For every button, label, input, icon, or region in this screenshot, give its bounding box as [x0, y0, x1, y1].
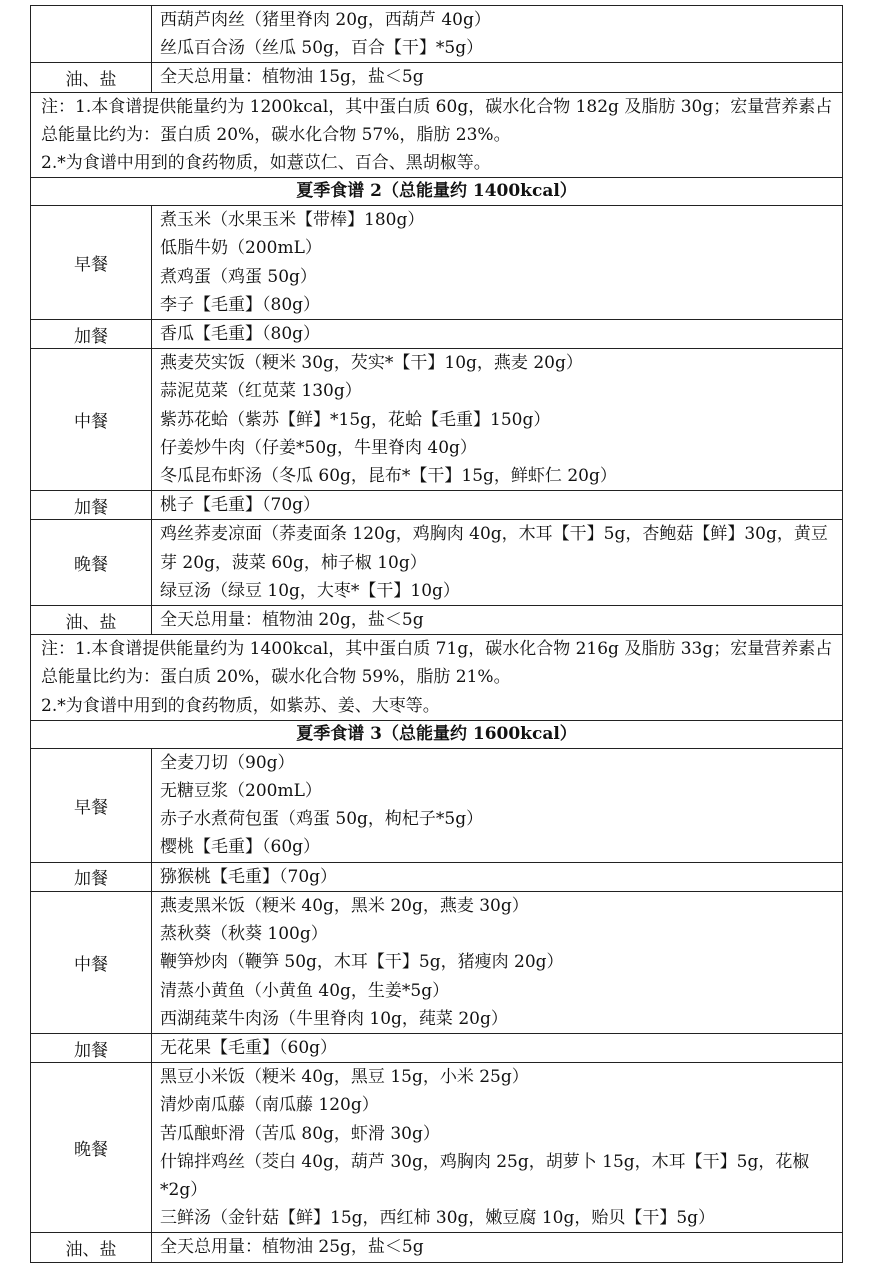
note-cell — [31, 635, 843, 721]
dish-line: 香瓜【毛重】（80g） — [160, 324, 321, 345]
dish-line: 仔姜炒牛肉（仔姜*50g，牛里脊肉 40g） — [160, 437, 477, 458]
meal-cell: 加餐 — [31, 1033, 152, 1062]
dish-line: 紫苏花蛤（紫苏【鲜】*15g，花蛤【毛重】150g） — [160, 409, 551, 430]
dish-line: 鸡丝荞麦凉面（荞麦面条 120g，鸡胸肉 40g，木耳【干】5g，杏鲍菇【鲜】30g，黄豆芽 20g，菠菜 60g，柿子椒 10g） — [160, 524, 828, 573]
meal-cell — [31, 6, 152, 63]
items-cell — [152, 1063, 843, 1233]
dish-line: 蒜泥苋菜（红苋菜 130g） — [160, 381, 362, 402]
meal-cell: 加餐 — [31, 320, 152, 349]
note-row — [31, 92, 843, 178]
table-row — [31, 1033, 843, 1062]
dish-line: 黑豆小米饭（粳米 40g，黑豆 15g，小米 25g） — [160, 1067, 529, 1088]
meal-cell: 加餐 — [31, 862, 152, 891]
dish-line: 燕麦黑米饭（粳米 40g，黑米 20g，燕麦 30g） — [160, 895, 529, 916]
dish-line: 清蒸小黄鱼（小黄鱼 40g，生姜*5g） — [160, 980, 450, 1001]
meal-cell: 晚餐 — [31, 520, 152, 606]
note-line: 2.*为食谱中用到的食药物质，如紫苏、姜、大枣等。 — [41, 695, 440, 716]
dish-line: 无花果【毛重】（60g） — [160, 1037, 338, 1058]
dish-line: 什锦拌鸡丝（茭白 40g，葫芦 30g，鸡胸肉 25g，胡萝卜 15g，木耳【干】5g，花椒*2g） — [160, 1151, 810, 1200]
dish-line: 鞭笋炒肉（鞭笋 50g，木耳【干】5g，猪瘦肉 20g） — [160, 952, 564, 973]
table-row — [31, 349, 843, 491]
recipe-table — [30, 5, 843, 1263]
meal-cell: 油、盐 — [31, 63, 152, 92]
dish-line: 西湖莼菜牛肉汤（牛里脊肉 10g，莼菜 20g） — [160, 1008, 508, 1029]
items-cell — [152, 606, 843, 635]
dish-line: 燕麦芡实饭（粳米 30g，芡实*【干】10g，燕麦 20g） — [160, 353, 583, 374]
dish-line: 蒸秋葵（秋葵 100g） — [160, 924, 328, 945]
table-row — [31, 862, 843, 891]
meal-cell: 早餐 — [31, 206, 152, 320]
meal-cell: 晚餐 — [31, 1063, 152, 1233]
items-cell — [152, 520, 843, 606]
items-cell — [152, 748, 843, 862]
dish-line: 全天总用量：植物油 15g，盐＜5g — [160, 67, 424, 88]
dish-line: 绿豆汤（绿豆 10g，大枣*【干】10g） — [160, 580, 460, 601]
dish-line: 三鲜汤（金针菇【鲜】15g，西红柿 30g，嫩豆腐 10g，贻贝【干】5g） — [160, 1208, 716, 1229]
menu-title — [31, 720, 843, 748]
menu-title-row — [31, 178, 843, 206]
items-cell — [152, 349, 843, 491]
meal-cell: 加餐 — [31, 491, 152, 520]
items-cell — [152, 320, 843, 349]
dish-line: 樱桃【毛重】（60g） — [160, 837, 321, 858]
meal-cell: 中餐 — [31, 891, 152, 1033]
note-row — [31, 635, 843, 721]
dish-line: 全天总用量：植物油 25g，盐＜5g — [160, 1237, 424, 1258]
dish-line: 丝瓜百合汤（丝瓜 50g，百合【干】*5g） — [160, 38, 484, 59]
dish-line: 猕猴桃【毛重】（70g） — [160, 866, 338, 887]
dish-line: 冬瓜昆布虾汤（冬瓜 60g，昆布*【干】15g，鲜虾仁 20g） — [160, 466, 617, 487]
items-cell — [152, 1033, 843, 1062]
dish-line: 低脂牛奶（200mL） — [160, 238, 322, 259]
dish-line: 苦瓜酿虾滑（苦瓜 80g，虾滑 30g） — [160, 1123, 440, 1144]
table-row — [31, 748, 843, 862]
menu-title-text: 夏季食谱 2（总能量约 1400kcal） — [296, 181, 577, 202]
meal-cell: 油、盐 — [31, 1233, 152, 1262]
dish-line: 赤子水煮荷包蛋（鸡蛋 50g，枸杞子*5g） — [160, 809, 484, 830]
note-line: 注：1.本食谱提供能量约为 1400kcal，其中蛋白质 71g，碳水化合物 216g 及脂肪 33g；宏量营养素占总能量比约为：蛋白质 20%，碳水化合物 59%，脂肪 21%。 — [41, 639, 833, 688]
dish-line: 煮鸡蛋（鸡蛋 50g） — [160, 266, 317, 287]
meal-cell: 油、盐 — [31, 606, 152, 635]
table-row — [31, 1233, 843, 1262]
table-row — [31, 491, 843, 520]
menu-title-row — [31, 720, 843, 748]
meal-cell: 中餐 — [31, 349, 152, 491]
items-cell — [152, 862, 843, 891]
items-cell — [152, 1233, 843, 1262]
meal-cell: 早餐 — [31, 748, 152, 862]
items-cell — [152, 491, 843, 520]
dish-line: 煮玉米（水果玉米【带棒】180g） — [160, 210, 425, 231]
note-line: 注：1.本食谱提供能量约为 1200kcal，其中蛋白质 60g，碳水化合物 182g 及脂肪 30g；宏量营养素占总能量比约为：蛋白质 20%，碳水化合物 57%，脂肪 23%。 — [41, 96, 833, 145]
table-row — [31, 1063, 843, 1233]
items-cell — [152, 6, 843, 63]
table-row — [31, 606, 843, 635]
table-row — [31, 320, 843, 349]
dish-line: 全天总用量：植物油 20g，盐＜5g — [160, 610, 424, 631]
dish-line: 西葫芦肉丝（猪里脊肉 20g，西葫芦 40g） — [160, 10, 491, 30]
items-cell — [152, 891, 843, 1033]
dish-line: 无糖豆浆（200mL） — [160, 781, 322, 802]
table-row — [31, 63, 843, 92]
table-row — [31, 891, 843, 1033]
table-row — [31, 206, 843, 320]
items-cell — [152, 63, 843, 92]
table-row — [31, 520, 843, 606]
dish-line: 全麦刀切（90g） — [160, 752, 295, 773]
table-row — [31, 6, 843, 63]
dish-line: 清炒南瓜藤（南瓜藤 120g） — [160, 1095, 379, 1116]
menu-title-text: 夏季食谱 3（总能量约 1600kcal） — [296, 723, 577, 744]
note-cell — [31, 92, 843, 178]
dish-line: 李子【毛重】（80g） — [160, 294, 321, 315]
note-line: 2.*为食谱中用到的食药物质，如薏苡仁、百合、黑胡椒等。 — [41, 153, 491, 174]
dish-line: 桃子【毛重】（70g） — [160, 495, 321, 516]
items-cell — [152, 206, 843, 320]
menu-title — [31, 178, 843, 206]
